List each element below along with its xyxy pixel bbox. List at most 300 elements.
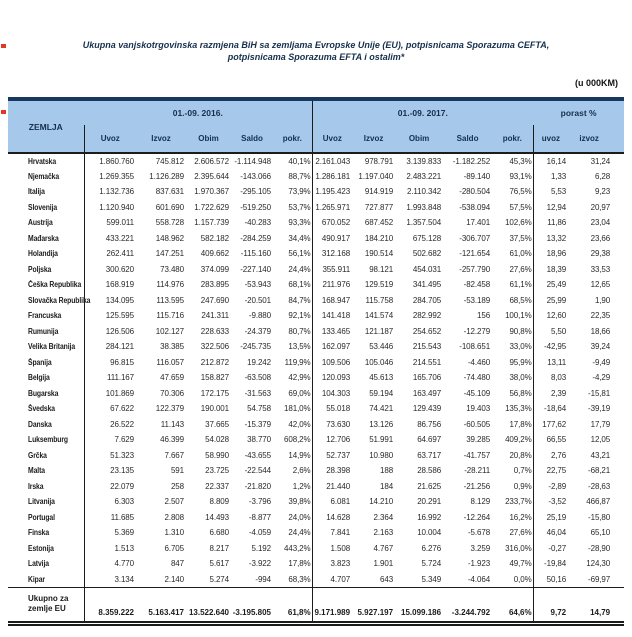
value-cell: -28,63 xyxy=(588,481,611,491)
country-cell xyxy=(8,417,84,433)
value-cell: 156 xyxy=(477,311,491,321)
total-porast-uvoz: 9,72 xyxy=(533,587,568,623)
value-cell: 114.976 xyxy=(156,280,184,290)
value-cell: 1.157.739 xyxy=(194,218,229,228)
country-cell xyxy=(8,479,84,495)
value-cell: 68,3% xyxy=(273,572,312,588)
table-row xyxy=(8,324,624,340)
value-cell: 14,9% xyxy=(273,448,312,464)
value-cell: -53.943 xyxy=(244,280,271,290)
value-cell: 55.018 xyxy=(326,404,351,414)
total-label-line-2: zemlje EU xyxy=(28,604,66,613)
table-row xyxy=(8,262,624,278)
value-cell: 0,9% xyxy=(492,479,533,495)
value-cell: 109.506 xyxy=(321,357,351,367)
total-uvoz-2017: 9.171.989 xyxy=(312,587,352,623)
country-cell xyxy=(8,200,84,216)
value-cell: 23.725 xyxy=(205,466,229,476)
value-cell: 61,1% xyxy=(492,277,533,293)
value-cell: 1,2% xyxy=(273,479,312,495)
value-cell: -9,49 xyxy=(592,357,611,367)
value-cell: 215.543 xyxy=(412,342,442,352)
country-cell xyxy=(8,448,84,464)
value-cell: 14.493 xyxy=(205,512,229,522)
value-cell: 23,04 xyxy=(590,218,611,228)
value-cell: 27,6% xyxy=(492,525,533,541)
value-cell: 16.992 xyxy=(417,512,442,522)
value-cell: 247.690 xyxy=(200,295,229,305)
value-cell: -82.458 xyxy=(463,280,491,290)
table-row xyxy=(8,200,624,216)
value-cell: 28.586 xyxy=(417,466,442,476)
value-cell: 51.323 xyxy=(110,450,134,460)
value-cell: -41.757 xyxy=(463,450,491,460)
value-cell: 19.403 xyxy=(466,404,491,414)
value-cell: 18,66 xyxy=(590,326,611,336)
country-label: Portugal xyxy=(28,512,55,522)
value-cell: -19,84 xyxy=(544,559,567,569)
value-cell: 12,65 xyxy=(590,280,611,290)
value-cell: 168.947 xyxy=(321,295,351,305)
country-cell xyxy=(8,169,84,185)
value-cell: 68,5% xyxy=(492,293,533,309)
value-cell: -18,64 xyxy=(544,404,567,414)
value-cell: 409.662 xyxy=(200,249,229,259)
value-cell: 11,86 xyxy=(547,218,567,228)
value-cell: 31,24 xyxy=(590,156,611,166)
value-cell: 1.265.971 xyxy=(315,202,351,212)
table-row xyxy=(8,525,624,541)
value-cell: 115.716 xyxy=(156,311,184,321)
value-cell: 1.722.629 xyxy=(194,202,229,212)
value-cell: -4.460 xyxy=(467,357,491,367)
value-cell: 20,97 xyxy=(590,202,611,212)
table-row xyxy=(8,370,624,386)
country-cell xyxy=(8,262,84,278)
value-cell: 13.126 xyxy=(369,419,394,429)
value-cell: -3.796 xyxy=(248,497,271,507)
value-cell: 61,0% xyxy=(492,246,533,262)
value-cell: -1.182.252 xyxy=(452,156,491,166)
total-pokr-2016: 61,8% xyxy=(273,587,312,623)
country-label: Bugarska xyxy=(28,388,59,398)
value-cell: -115.160 xyxy=(240,249,271,259)
table-row xyxy=(8,277,624,293)
value-cell: 124,30 xyxy=(586,559,611,569)
value-cell: 184 xyxy=(380,481,394,491)
value-cell: 104.303 xyxy=(321,388,351,398)
value-cell: 3.139.833 xyxy=(406,156,442,166)
country-label: Danska xyxy=(28,419,52,429)
country-label: Italija xyxy=(28,187,45,197)
value-cell: 5.724 xyxy=(421,559,442,569)
value-cell: -21.256 xyxy=(463,481,491,491)
value-cell: 282.992 xyxy=(412,311,442,321)
value-cell: 24,4% xyxy=(273,262,312,278)
value-cell: 2.163 xyxy=(373,528,394,538)
value-cell: 105.046 xyxy=(364,357,394,367)
value-cell: 90,8% xyxy=(492,324,533,340)
table-row xyxy=(8,463,624,479)
table-row xyxy=(8,386,624,402)
country-cell xyxy=(8,494,84,510)
value-cell: 4.707 xyxy=(330,574,351,584)
value-cell: -3.922 xyxy=(248,559,271,569)
value-cell: 12,05 xyxy=(590,435,611,445)
value-cell: 101.869 xyxy=(105,388,134,398)
value-cell: 10.004 xyxy=(417,528,442,538)
value-cell: 162.097 xyxy=(321,342,351,352)
value-cell: 45.613 xyxy=(369,373,394,383)
value-cell: 13,5% xyxy=(273,339,312,355)
value-cell: 5,50 xyxy=(550,326,567,336)
group-header-porast: porast % xyxy=(533,99,624,125)
value-cell: 116.057 xyxy=(156,357,184,367)
value-cell: 51.991 xyxy=(369,435,394,445)
red-marker-table xyxy=(1,110,6,114)
value-cell: 172.175 xyxy=(200,388,229,398)
value-cell: 54.758 xyxy=(247,404,271,414)
value-cell: 190.514 xyxy=(364,249,394,259)
value-cell: 22,75 xyxy=(546,466,567,476)
value-cell: 1.970.367 xyxy=(194,187,229,197)
value-cell: 27,6% xyxy=(492,262,533,278)
value-cell: -68,21 xyxy=(588,466,611,476)
table-row xyxy=(8,246,624,262)
value-cell: 3.823 xyxy=(330,559,351,569)
value-cell: 54.028 xyxy=(205,435,229,445)
value-cell: 70.306 xyxy=(160,388,184,398)
value-cell: 113.595 xyxy=(156,295,184,305)
title-line-2: potpisnicama Sporazuma EFTA i ostalim* xyxy=(227,52,405,62)
value-cell: 1.310 xyxy=(164,528,184,538)
value-cell: 147.251 xyxy=(155,249,184,259)
country-label: Latvija xyxy=(28,559,49,569)
value-cell: 211.976 xyxy=(322,280,351,290)
value-cell: -4.059 xyxy=(248,528,271,538)
value-cell: 64.697 xyxy=(417,435,442,445)
value-cell: 12.706 xyxy=(326,435,351,445)
value-cell: 5.274 xyxy=(209,574,229,584)
value-cell: 1.513 xyxy=(114,543,134,553)
value-cell: 165.706 xyxy=(412,373,442,383)
value-cell: 312.168 xyxy=(321,249,351,259)
table-row xyxy=(8,293,624,309)
value-cell: 42,0% xyxy=(273,417,312,433)
value-cell: 8.809 xyxy=(209,497,229,507)
value-cell: 163.497 xyxy=(412,388,442,398)
title-line-1: Ukupna vanjskotrgovinska razmjena BiH sa zemljama Evropske Unije (EU), potpisnicama Sporazuma CEFTA, xyxy=(82,40,550,50)
value-cell: 1,90 xyxy=(594,295,611,305)
value-cell: 39.285 xyxy=(466,435,491,445)
value-cell: 121.187 xyxy=(364,326,394,336)
table-row xyxy=(8,184,624,200)
value-cell: 11.143 xyxy=(160,419,184,429)
value-cell: -8.877 xyxy=(248,512,271,522)
value-cell: 76,5% xyxy=(492,184,533,200)
value-cell: 134.095 xyxy=(105,295,134,305)
value-cell: 53,7% xyxy=(273,200,312,216)
value-cell: -24.379 xyxy=(244,326,271,336)
value-cell: 2,76 xyxy=(550,450,567,460)
value-cell: 133.465 xyxy=(321,326,351,336)
value-cell: 26.522 xyxy=(110,419,134,429)
red-marker-title xyxy=(1,44,6,48)
total-izvoz-2017: 5.927.197 xyxy=(352,587,395,623)
value-cell: -39,19 xyxy=(588,404,611,414)
value-cell: 2.606.572 xyxy=(194,156,229,166)
value-cell: 1,33 xyxy=(550,171,567,181)
value-cell: 22.079 xyxy=(110,481,134,491)
value-cell: 2,39 xyxy=(550,388,567,398)
value-cell: 188 xyxy=(380,466,394,476)
value-cell: -280.504 xyxy=(459,187,491,197)
value-cell: 42,9% xyxy=(273,370,312,386)
total-label-line-1: Ukupno za xyxy=(28,594,69,603)
value-cell: 38.770 xyxy=(247,435,271,445)
value-cell: 2.808 xyxy=(164,512,184,522)
value-cell: 141.418 xyxy=(321,311,351,321)
value-cell: 300.620 xyxy=(105,264,134,274)
value-cell: 283.895 xyxy=(200,280,229,290)
value-cell: 29,38 xyxy=(590,249,611,259)
value-cell: 591 xyxy=(170,466,184,476)
value-cell: 80,7% xyxy=(273,324,312,340)
value-cell: -60.505 xyxy=(463,419,491,429)
value-cell: 88,7% xyxy=(273,169,312,185)
value-cell: -12.279 xyxy=(463,326,491,336)
country-cell xyxy=(8,231,84,247)
value-cell: 745.812 xyxy=(155,156,184,166)
value-cell: -994 xyxy=(255,574,271,584)
value-cell: -0,27 xyxy=(548,543,567,553)
table-row xyxy=(8,448,624,464)
table-row xyxy=(8,401,624,417)
value-cell: 454.031 xyxy=(412,264,442,274)
group-header-2017: 01.-09. 2017. xyxy=(312,99,533,125)
value-cell: 341.495 xyxy=(412,280,442,290)
value-cell: 120.093 xyxy=(321,373,351,383)
table-row xyxy=(8,153,624,169)
value-cell: 8,03 xyxy=(550,373,567,383)
value-cell: 374.099 xyxy=(200,264,229,274)
value-cell: -22.544 xyxy=(244,466,271,476)
value-cell: 58.990 xyxy=(205,450,229,460)
value-cell: 316,0% xyxy=(492,541,533,557)
value-cell: 19.242 xyxy=(247,357,271,367)
value-cell: 39,24 xyxy=(590,342,611,352)
report-title xyxy=(0,0,632,63)
value-cell: 22,35 xyxy=(590,311,611,321)
value-cell: -1.923 xyxy=(467,559,491,569)
value-cell: -121.654 xyxy=(459,249,491,259)
country-cell xyxy=(8,246,84,262)
value-cell: 687.452 xyxy=(364,218,394,228)
value-cell: 8.217 xyxy=(209,543,229,553)
value-cell: 258 xyxy=(170,481,184,491)
value-cell: 20,8% xyxy=(492,448,533,464)
country-label: Poljska xyxy=(28,264,52,274)
value-cell: 7.629 xyxy=(114,435,134,445)
value-cell: 39,8% xyxy=(273,494,312,510)
table-row xyxy=(8,417,624,433)
value-cell: 17,79 xyxy=(590,419,611,429)
value-cell: 914.919 xyxy=(364,187,394,197)
value-cell: -306.707 xyxy=(459,233,491,243)
value-cell: 38.385 xyxy=(160,342,184,352)
value-cell: -45.109 xyxy=(463,388,491,398)
value-cell: 56,1% xyxy=(273,246,312,262)
value-cell: 24,0% xyxy=(273,510,312,526)
value-cell: 59.194 xyxy=(369,388,394,398)
value-cell: -69,97 xyxy=(588,574,611,584)
value-cell: 16,2% xyxy=(492,510,533,526)
table-row xyxy=(8,541,624,557)
value-cell: 6.276 xyxy=(421,543,442,553)
table-row xyxy=(8,169,624,185)
country-label: Španija xyxy=(28,357,52,367)
value-cell: -2,89 xyxy=(548,481,567,491)
country-label: Luksemburg xyxy=(28,435,68,445)
table-row xyxy=(8,510,624,526)
value-cell: 46,04 xyxy=(546,528,567,538)
value-cell: 241.311 xyxy=(201,311,229,321)
value-cell: 6.705 xyxy=(164,543,184,553)
value-cell: 1.860.760 xyxy=(99,156,134,166)
value-cell: 190.001 xyxy=(200,404,229,414)
value-cell: 643 xyxy=(380,574,394,584)
value-cell: 184.210 xyxy=(364,233,394,243)
value-cell: 25,19 xyxy=(546,512,567,522)
value-cell: 17.401 xyxy=(466,218,491,228)
value-cell: 2.140 xyxy=(164,574,184,584)
value-cell: -519.250 xyxy=(240,202,271,212)
value-cell: 74.421 xyxy=(369,404,394,414)
value-cell: 262.411 xyxy=(106,249,134,259)
value-cell: 2.507 xyxy=(164,497,184,507)
value-cell: 6.303 xyxy=(114,497,134,507)
value-cell: 96.815 xyxy=(110,357,134,367)
country-cell xyxy=(8,572,84,588)
country-label: Belgija xyxy=(28,373,50,383)
value-cell: 978.791 xyxy=(364,156,394,166)
value-cell: 1.357.504 xyxy=(406,218,442,228)
unit-label: (u 000KM) xyxy=(574,78,618,88)
value-cell: 11.685 xyxy=(110,512,134,522)
group-header-2016: 01.-09. 2016. xyxy=(84,99,312,125)
column-header-porast-izvoz: izvoz xyxy=(568,125,624,153)
value-cell: -4.064 xyxy=(467,574,491,584)
value-cell: 18,96 xyxy=(546,249,567,259)
value-cell: 73.630 xyxy=(326,419,351,429)
value-cell: 33,0% xyxy=(492,339,533,355)
value-cell: -89.140 xyxy=(463,171,491,181)
value-cell: 65,10 xyxy=(590,528,611,538)
value-cell: 558.728 xyxy=(155,218,184,228)
value-cell: 0,0% xyxy=(492,572,533,588)
value-cell: 2.483.221 xyxy=(406,171,442,181)
table-header xyxy=(8,99,624,153)
value-cell: 12,60 xyxy=(546,311,567,321)
value-cell: 2.364 xyxy=(373,512,394,522)
total-porast-izvoz: 14,79 xyxy=(568,587,624,623)
value-cell: 433.221 xyxy=(105,233,134,243)
value-cell: 254.652 xyxy=(412,326,442,336)
value-cell: -40.283 xyxy=(244,218,271,228)
value-cell: 4.767 xyxy=(373,543,394,553)
total-uvoz-2016: 8.359.222 xyxy=(84,587,136,623)
value-cell: 675.128 xyxy=(412,233,442,243)
value-cell: 66,55 xyxy=(546,435,567,445)
value-cell: 73,9% xyxy=(273,184,312,200)
value-cell: 84,7% xyxy=(273,293,312,309)
value-cell: 67.622 xyxy=(110,404,134,414)
value-cell: 17,8% xyxy=(492,417,533,433)
value-cell: 212.872 xyxy=(200,357,229,367)
country-label: Francuska xyxy=(28,311,62,321)
value-cell: 14.210 xyxy=(369,497,394,507)
value-cell: 1.126.289 xyxy=(149,171,184,181)
value-cell: 727.877 xyxy=(364,202,394,212)
value-cell: 92,1% xyxy=(273,308,312,324)
value-cell: 21.625 xyxy=(417,481,442,491)
country-cell xyxy=(8,277,84,293)
country-cell xyxy=(8,510,84,526)
column-header-porast-uvoz: uvoz xyxy=(533,125,568,153)
value-cell: 21.440 xyxy=(326,481,351,491)
country-label: Njemačka xyxy=(28,171,60,181)
value-cell: 490.917 xyxy=(321,233,351,243)
value-cell: -42,95 xyxy=(544,342,567,352)
value-cell: 18,39 xyxy=(546,264,567,274)
value-cell: 6,28 xyxy=(594,171,611,181)
table-row xyxy=(8,494,624,510)
value-cell: 102.127 xyxy=(155,326,184,336)
value-cell: 8.129 xyxy=(470,497,491,507)
value-cell: 73.480 xyxy=(160,264,184,274)
value-cell: -5.678 xyxy=(467,528,491,538)
value-cell: 40,1% xyxy=(273,153,312,169)
value-cell: -4,29 xyxy=(592,373,611,383)
value-cell: 6.680 xyxy=(209,528,229,538)
total-saldo-2017: -3.244.792 xyxy=(443,587,492,623)
value-cell: 122.379 xyxy=(155,404,184,414)
value-cell: 1.993.848 xyxy=(406,202,442,212)
value-cell: -3,52 xyxy=(548,497,567,507)
table-row xyxy=(8,231,624,247)
value-cell: -20.501 xyxy=(244,295,271,305)
value-cell: 5.369 xyxy=(114,528,134,538)
country-label: Slovačka Republika xyxy=(28,295,91,305)
column-header-saldo-2017: Saldo xyxy=(443,125,492,153)
value-cell: -1.114.948 xyxy=(234,156,271,166)
value-cell: 1.901 xyxy=(373,559,394,569)
total-izvoz-2016: 5.163.417 xyxy=(136,587,186,623)
value-cell: 322.506 xyxy=(200,342,229,352)
table-row xyxy=(8,556,624,572)
column-header-obim-2017: Obim xyxy=(395,125,443,153)
country-label: Irska xyxy=(28,481,44,491)
country-cell xyxy=(8,556,84,572)
value-cell: 409,2% xyxy=(492,432,533,448)
country-cell xyxy=(8,153,84,169)
country-cell xyxy=(8,541,84,557)
value-cell: 10.980 xyxy=(369,450,394,460)
country-label: Litvanija xyxy=(28,497,55,507)
column-header-uvoz-2017: Uvoz xyxy=(312,125,352,153)
value-cell: 57,5% xyxy=(492,200,533,216)
value-cell: 582.182 xyxy=(200,233,229,243)
